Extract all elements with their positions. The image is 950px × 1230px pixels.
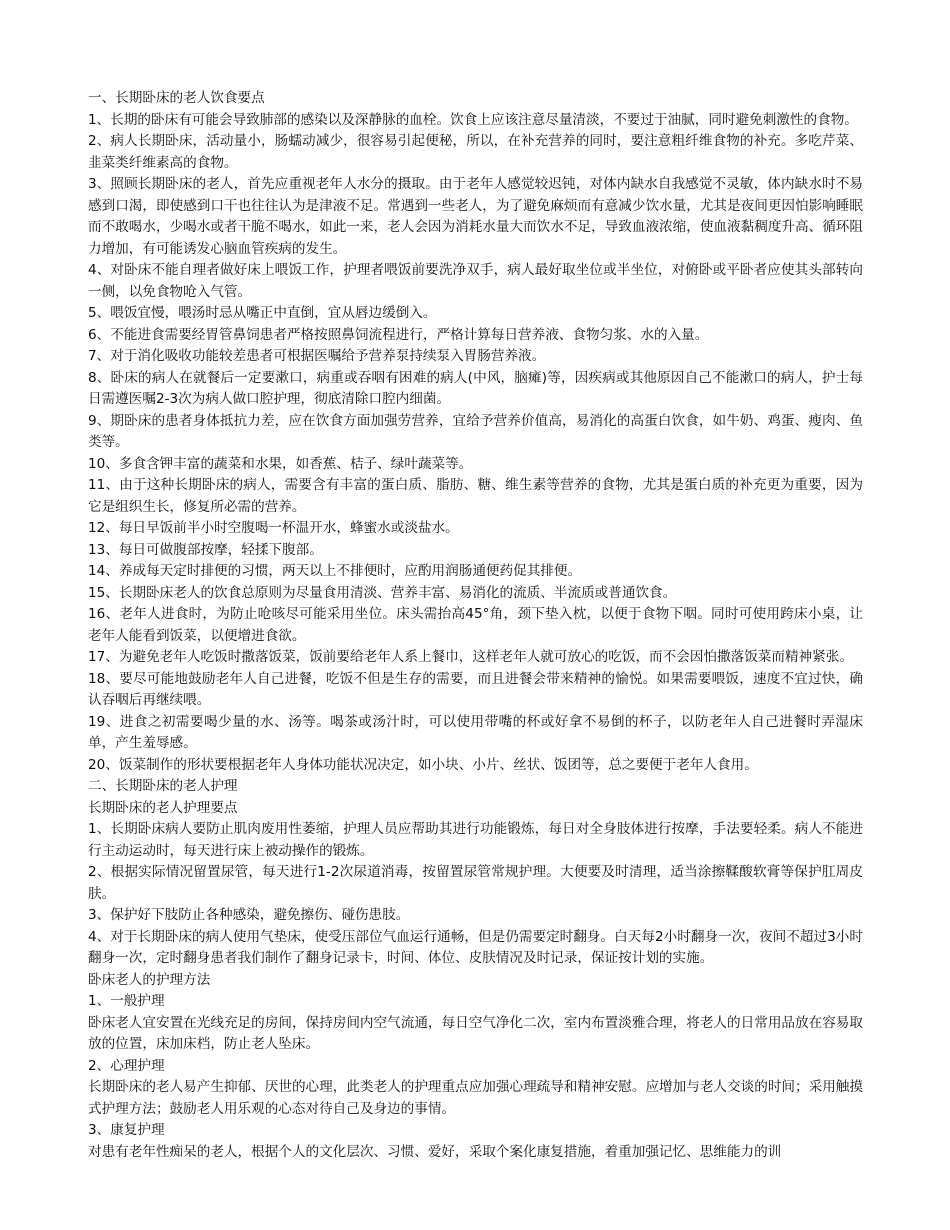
paragraph: 2、根据实际情况留置尿管，每天进行1-2次尿道消毒，按留置尿管常规护理。大便要及时清理，适当涂擦鞣酸软膏等保护肛周皮肤。	[88, 864, 863, 902]
paragraph: 2、病人长期卧床，活动量小，肠蠕动减少，很容易引起便秘，所以，在补充营养的同时，要注意粗纤维食物的补充。多吃芹菜、韭菜类纤维素高的食物。	[88, 133, 863, 171]
subheading-general-care: 1、一般护理	[88, 993, 165, 1009]
paragraph: 20、饭菜制作的形状要根据老年人身体功能状况决定，如小块、小片、丝状、饭团等，总之要便于老年人食用。	[88, 756, 758, 773]
paragraph: 13、每日可做腹部按摩，轻揉下腹部。	[88, 541, 323, 558]
paragraph: 4、对于长期卧床的病人使用气垫床，使受压部位气血运行通畅，但是仍需要定时翻身。白天每2小时翻身一次，夜间不超过3小时翻身一次，定时翻身患者我们制作了翻身记录卡，时间、体位、皮肤情况及时记录，保证按计划的实施。	[88, 928, 863, 966]
paragraph: 8、卧床的病人在就餐后一定要漱口，病重或吞咽有困难的病人(中风，脑瘫)等，因疾病或其他原因自己不能漱口的病人，护士每日需遵医嘱2-3次为病人做口腔护理，彻底清除口腔内细菌。	[88, 369, 863, 407]
paragraph: 1、长期卧床病人要防止肌肉废用性萎缩，护理人员应帮助其进行功能锻炼，每日对全身肢体进行按摩，手法要轻柔。病人不能进行主动运动时，每天进行床上被动操作的锻炼。	[88, 821, 863, 859]
paragraph: 17、为避免老年人吃饭时撒落饭菜，饭前要给老年人系上餐巾，这样老年人就可放心的吃饭，而不会因怕撒落饭菜而精神紧张。	[88, 649, 853, 665]
paragraph: 1、长期的卧床有可能会导致肺部的感染以及深静脉的血栓。饮食上应该注意尽量清淡，不要过于油腻，同时避免刺激性的食物。	[88, 111, 858, 128]
section-heading-care: 二、长期卧床的老人护理	[88, 778, 238, 794]
paragraph: 10、多食含钾丰富的蔬菜和水果，如香蕉、桔子、绿叶蔬菜等。	[88, 455, 473, 472]
paragraph: 3、保护好下肢防止各种感染，避免擦伤、碰伤患肢。	[88, 907, 410, 923]
paragraph: 7、对于消化吸收功能较差患者可根据医嘱给予营养泵持续泵入胃肠营养液。	[88, 348, 546, 364]
subheading-care-points: 长期卧床的老人护理要点	[88, 799, 238, 816]
paragraph: 15、长期卧床老人的饮食总原则为尽量食用清淡、营养丰富、易消化的流质、半流质或普通饮食。	[88, 584, 677, 601]
paragraph: 19、进食之初需要喝少量的水、汤等。喝茶或汤汁时，可以使用带嘴的杯或好拿不易倒的杯子，以防老年人自己进餐时弄湿床单，产生羞辱感。	[88, 713, 863, 751]
paragraph: 对患有老年性痴呆的老人，根据个人的文化层次、习惯、爱好，采取个案化康复措施，着重加强记忆、思维能力的训	[88, 1143, 782, 1160]
paragraph: 卧床老人宜安置在光线充足的房间，保持房间内空气流通，每日空气净化二次，室内布置淡雅合理，将老人的日常用品放在容易取放的位置，床加床档，防止老人坠床。	[88, 1014, 863, 1052]
paragraph: 18、要尽可能地鼓励老年人自己进餐，吃饭不但是生存的需要，而且进餐会带来精神的愉悦。如果需要喂饭，速度不宜过快，确认吞咽后再继续喂。	[88, 670, 863, 708]
paragraph: 3、照顾长期卧床的老人，首先应重视老年人水分的摄取。由于老年人感觉较迟钝，对体内缺水自我感觉不灵敏，体内缺水时不易感到口渴，即使感到口干也往往认为是津液不足。常遇到一些老人，为了避免麻烦而有意减少饮水量，尤其是夜间更因怕影响睡眠而不敢喝水，少喝水或者干脆不喝水，如此一来，老人会因为消耗水量大而饮水不足，导致血液浓缩，使血液黏稠度升高、循环阻力增加，有可能诱发心脑血管疾病的发生。	[88, 176, 863, 257]
paragraph: 长期卧床的老人易产生抑郁、厌世的心理，此类老人的护理重点应加强心理疏导和精神安慰。应增加与老人交谈的时间；采用触摸式护理方法；鼓励老人用乐观的心态对待自己及身边的事情。	[88, 1079, 863, 1117]
paragraph: 14、养成每天定时排便的习惯，两天以上不排便时，应酌用润肠通便药促其排便。	[88, 563, 582, 579]
document-body	[88, 88, 863, 1163]
paragraph: 6、不能进食需要经胃管鼻饲患者严格按照鼻饲流程进行，严格计算每日营养液、食物匀浆、水的入量。	[88, 326, 709, 343]
paragraph: 9、期卧床的患者身体抵抗力差，应在饮食方面加强劳营养，宜给予营养价值高，易消化的高蛋白饮食，如牛奶、鸡蛋、瘦肉、鱼类等。	[88, 412, 863, 450]
paragraph: 11、由于这种长期卧床的病人，需要含有丰富的蛋白质、脂肪、糖、维生素等营养的食物，尤其是蛋白质的补充更为重要，因为它是组织生长，修复所必需的营养。	[88, 477, 863, 515]
subheading-psychological-care: 2、心理护理	[88, 1057, 165, 1074]
subheading-care-methods: 卧床老人的护理方法	[88, 971, 211, 988]
paragraph: 12、每日早饭前半小时空腹喝一杯温开水，蜂蜜水或淡盐水。	[88, 520, 459, 536]
paragraph: 16、老年人进食时，为防止呛咳尽可能采用坐位。床头需抬高45°角，颈下垫入枕，以便于食物下咽。同时可使用跨床小桌，让老年人能看到饭菜，以便增进食欲。	[88, 606, 863, 644]
paragraph: 4、对卧床不能自理者做好床上喂饭工作，护理者喂饭前要洗净双手，病人最好取坐位或半坐位，对俯卧或平卧者应使其头部转向一侧，以免食物呛入气管。	[88, 262, 863, 300]
section-heading-diet: 一、长期卧床的老人饮食要点	[88, 90, 265, 106]
paragraph: 5、喂饭宜慢，喂汤时忌从嘴正中直倒，宜从唇边缓倒入。	[88, 305, 437, 321]
subheading-rehab-care: 3、康复护理	[88, 1122, 165, 1138]
